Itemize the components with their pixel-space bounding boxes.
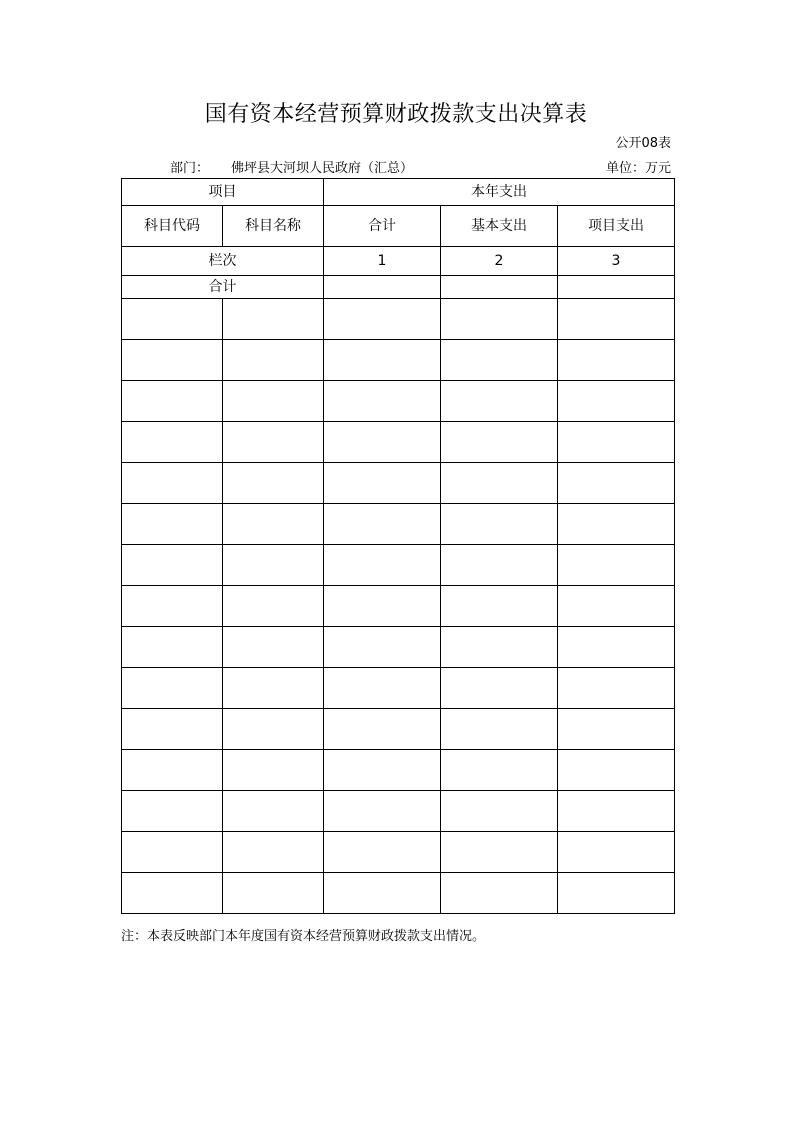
table-cell bbox=[558, 791, 675, 832]
header-project-expense: 项目支出 bbox=[558, 206, 675, 247]
table-cell bbox=[324, 545, 441, 586]
table-cell bbox=[223, 586, 324, 627]
table-cell bbox=[122, 750, 223, 791]
column-index-row bbox=[122, 247, 675, 276]
footnote: 注：本表反映部门本年度国有资本经营预算财政拨款支出情况。 bbox=[121, 929, 486, 944]
department-value: 佛坪县大河坝人民政府（汇总） bbox=[231, 161, 414, 176]
table-cell bbox=[122, 586, 223, 627]
table-cell bbox=[223, 832, 324, 873]
table-cell bbox=[441, 586, 558, 627]
table-cell bbox=[223, 791, 324, 832]
header-total: 合计 bbox=[324, 206, 441, 247]
page-title: 国有资本经营预算财政拨款支出决算表 bbox=[204, 102, 588, 127]
table-cell bbox=[558, 668, 675, 709]
header-row-columns bbox=[122, 206, 675, 247]
table-cell bbox=[223, 750, 324, 791]
header-basic-expense: 基本支出 bbox=[441, 206, 558, 247]
unit-label: 单位：万元 bbox=[605, 161, 671, 176]
table-cell bbox=[324, 791, 441, 832]
table-cell bbox=[223, 668, 324, 709]
table-cell bbox=[558, 381, 675, 422]
table-cell bbox=[223, 381, 324, 422]
table-cell bbox=[122, 545, 223, 586]
table-cell bbox=[122, 463, 223, 504]
table-cell bbox=[223, 504, 324, 545]
table-row bbox=[122, 873, 675, 914]
table-row bbox=[122, 791, 675, 832]
table-cell bbox=[558, 340, 675, 381]
table-cell bbox=[441, 668, 558, 709]
table-cell bbox=[122, 832, 223, 873]
table-row bbox=[122, 463, 675, 504]
table-cell bbox=[324, 873, 441, 914]
table-cell bbox=[441, 299, 558, 340]
table-cell bbox=[223, 545, 324, 586]
column-index-label: 栏次 bbox=[122, 247, 324, 276]
table-cell bbox=[324, 832, 441, 873]
table-cell bbox=[558, 299, 675, 340]
table-cell bbox=[558, 832, 675, 873]
department-label: 部门： bbox=[170, 161, 210, 176]
table-cell bbox=[558, 586, 675, 627]
total-row bbox=[122, 276, 675, 299]
table-cell bbox=[324, 750, 441, 791]
table-row bbox=[122, 299, 675, 340]
header-expense-group: 本年支出 bbox=[324, 179, 675, 206]
table-cell bbox=[122, 627, 223, 668]
table-cell bbox=[441, 381, 558, 422]
table-cell bbox=[223, 422, 324, 463]
table-cell bbox=[223, 627, 324, 668]
table-cell bbox=[324, 340, 441, 381]
table-cell bbox=[324, 422, 441, 463]
table-cell bbox=[223, 709, 324, 750]
table-cell bbox=[558, 545, 675, 586]
header-row-group bbox=[122, 179, 675, 206]
header-subject-code: 科目代码 bbox=[122, 206, 223, 247]
table-cell bbox=[558, 750, 675, 791]
table-cell bbox=[122, 791, 223, 832]
column-number-2: 2 bbox=[441, 247, 558, 276]
table-cell bbox=[441, 627, 558, 668]
table-cell bbox=[223, 299, 324, 340]
project-value-cell bbox=[558, 276, 675, 299]
table-cell bbox=[441, 422, 558, 463]
table-cell bbox=[223, 340, 324, 381]
table-cell bbox=[122, 668, 223, 709]
table-cell bbox=[324, 668, 441, 709]
table-row bbox=[122, 504, 675, 545]
table-cell bbox=[441, 750, 558, 791]
table-cell bbox=[324, 299, 441, 340]
table-cell bbox=[324, 504, 441, 545]
form-code: 公开08表 bbox=[615, 136, 671, 151]
table-row bbox=[122, 627, 675, 668]
header-project-group: 项目 bbox=[122, 179, 324, 206]
table-cell bbox=[441, 340, 558, 381]
table-cell bbox=[441, 709, 558, 750]
table-cell bbox=[324, 627, 441, 668]
table-cell bbox=[558, 627, 675, 668]
table-cell bbox=[441, 873, 558, 914]
table-cell bbox=[122, 422, 223, 463]
column-number-3: 3 bbox=[558, 247, 675, 276]
department-line bbox=[170, 160, 413, 178]
expenditure-table bbox=[121, 178, 675, 914]
table-cell bbox=[441, 545, 558, 586]
table-row bbox=[122, 750, 675, 791]
table-cell bbox=[324, 381, 441, 422]
table-cell bbox=[558, 504, 675, 545]
table-cell bbox=[558, 422, 675, 463]
table-cell bbox=[223, 463, 324, 504]
total-label: 合计 bbox=[122, 276, 324, 299]
table-cell bbox=[441, 832, 558, 873]
table-row bbox=[122, 340, 675, 381]
table-cell bbox=[558, 709, 675, 750]
table-cell bbox=[324, 463, 441, 504]
table-cell bbox=[558, 463, 675, 504]
table-row bbox=[122, 422, 675, 463]
basic-value-cell bbox=[441, 276, 558, 299]
table-cell bbox=[122, 873, 223, 914]
table-cell bbox=[441, 791, 558, 832]
table-cell bbox=[122, 340, 223, 381]
table-cell bbox=[324, 586, 441, 627]
table-row bbox=[122, 381, 675, 422]
table-cell bbox=[324, 709, 441, 750]
table-cell bbox=[223, 873, 324, 914]
table-cell bbox=[441, 504, 558, 545]
column-number-1: 1 bbox=[324, 247, 441, 276]
table-row bbox=[122, 709, 675, 750]
table-row bbox=[122, 832, 675, 873]
table-cell bbox=[122, 381, 223, 422]
table-row bbox=[122, 545, 675, 586]
total-value-cell bbox=[324, 276, 441, 299]
table-cell bbox=[122, 299, 223, 340]
table-row bbox=[122, 668, 675, 709]
header-subject-name: 科目名称 bbox=[223, 206, 324, 247]
table-cell bbox=[122, 504, 223, 545]
table-row bbox=[122, 586, 675, 627]
table-cell bbox=[441, 463, 558, 504]
table-cell bbox=[122, 709, 223, 750]
table-cell bbox=[558, 873, 675, 914]
